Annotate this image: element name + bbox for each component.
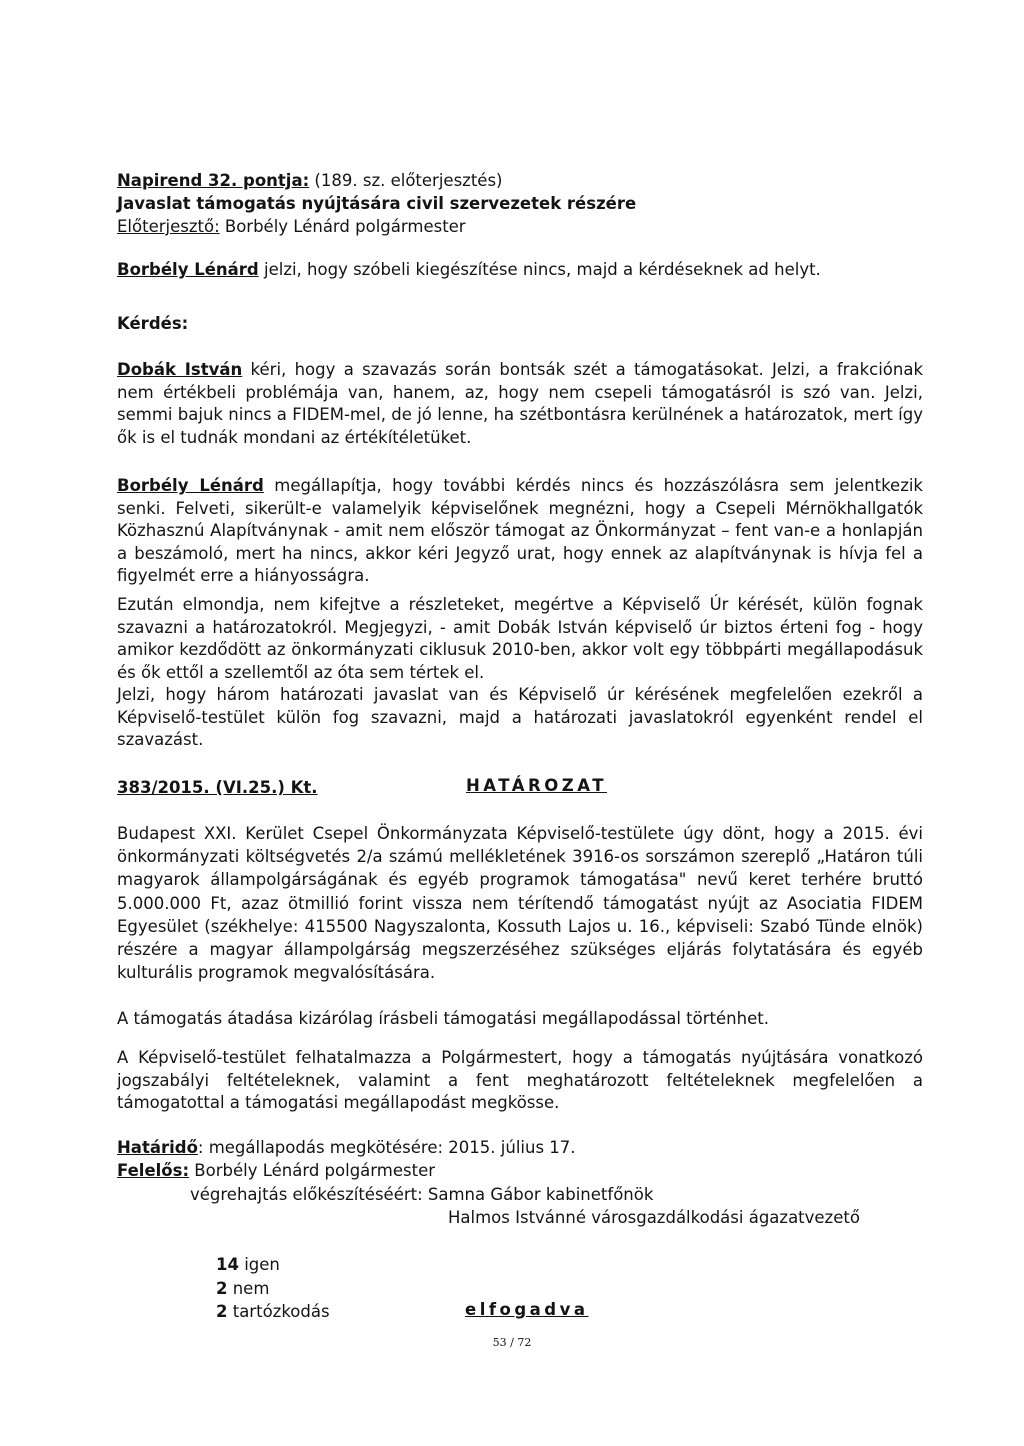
resolution-number: 383/2015. (VI.25.) Kt. (117, 778, 318, 797)
reply-text-1: megállapítja, hogy további kérdés nincs és hozzászólásra sem jelentkezik senki. Felveti, sikerült-e valamelyik képviselőnek megnézni, hogy a Csepeli Mérnökhallgatók Közhasznú Alapítványnak - amit nem először támogat az Önkormányzat – fent van-e a honlapján a beszámoló, mert ha nincs, akkor kéri Jegyző urat, hogy ennek az alapítványnak is hívja fel a figyelmét erre a hiányosságra. (117, 476, 923, 586)
responsible-text: Borbély Lénárd polgármester (189, 1161, 436, 1180)
agenda-line (117, 170, 502, 192)
vote-yes (216, 1254, 280, 1276)
vote-result: elfogadva (465, 1300, 589, 1319)
question-paragraph (117, 359, 923, 449)
deadline-line (117, 1137, 576, 1159)
vote-no (216, 1278, 269, 1300)
responsible-preparation: végrehajtás előkészítéséért: Samna Gábor kabinetfőnök (190, 1185, 654, 1204)
presenter-name: Borbély Lénárd polgármester (219, 217, 466, 236)
intro-paragraph (117, 259, 821, 281)
vote-yes-count: 14 (216, 1255, 239, 1274)
vote-yes-label: igen (238, 1255, 280, 1274)
reply-paragraph-1 (117, 475, 923, 588)
resolution-paragraph-1b: A támogatás átadása kizárólag írásbeli támogatási megállapodással történhet. (117, 1009, 769, 1028)
intro-text: jelzi, hogy szóbeli kiegészítése nincs, majd a kérdéseknek ad helyt. (258, 260, 821, 279)
deadline-text: : megállapodás megkötésére: 2015. július 17. (197, 1138, 576, 1157)
vote-abstain-count: 2 (216, 1302, 228, 1321)
responsible-sector-head: Halmos Istvánné városgazdálkodási ágazatvezető (448, 1208, 860, 1227)
document-title: Javaslat támogatás nyújtására civil szervezetek részére (117, 194, 637, 213)
vote-abstain (216, 1301, 330, 1323)
presenter-line (117, 216, 466, 238)
questions-heading: Kérdés: (117, 314, 189, 333)
presenter-label: Előterjesztő: (117, 217, 220, 236)
question-text: kéri, hogy a szavazás során bontsák szét a támogatásokat. Jelzi, a frakciónak nem értékbeli problémája van, hanem, az, hogy nem csepeli támogatásról is szó van. Jelzi, semmi bajuk nincs a FIDEM-mel, de jó lenne, ha szétbontásra kerülnének a határozatok, mert így ők is el tudnák mondani az értékítéletüket. (117, 360, 923, 447)
question-speaker: Dobák István (117, 360, 243, 379)
reply-paragraph-2: Ezután elmondja, nem kifejtve a részleteket, megértve a Képviselő Úr kérését, külön fognak szavazni a határozatokról. Megjegyzi, - amit Dobák István képviselő úr biztos érteni fog - hogy amikor kezdődött az önkormányzati ciklusuk 2010-ben, akkor volt egy többpárti megállapodásuk és ők ettől a szellemtől az óta sem tértek el. (117, 595, 923, 682)
vote-abstain-label: tartózkodás (227, 1302, 330, 1321)
resolution-paragraph-2: A Képviselő-testület felhatalmazza a Polgármestert, hogy a támogatás nyújtására vonatkozó jogszabályi feltételeknek, valamint a fent meghatározott feltételeknek megfelelően a támogatottal a támogatási megállapodást megkösse. (117, 1048, 923, 1113)
intro-speaker: Borbély Lénárd (117, 260, 259, 279)
vote-no-count: 2 (216, 1279, 228, 1298)
deadline-label: Határidő (117, 1138, 198, 1157)
resolution-heading: HATÁROZAT (466, 776, 607, 795)
agenda-reference: (189. sz. előterjesztés) (309, 171, 503, 190)
responsible-line (117, 1160, 435, 1182)
reply-speaker: Borbély Lénárd (117, 476, 264, 495)
responsible-label: Felelős: (117, 1161, 190, 1180)
resolution-paragraph-1: Budapest XXI. Kerület Csepel Önkormányzata Képviselő-testülete úgy dönt, hogy a 2015. évi önkormányzati költségvetés 2/a számú mellékletének 3916-os sorszámon szereplő „Határon túli magyarok állampolgárságának és egyéb programok támogatása" nevű keret terhére bruttó 5.000.000 Ft, azaz ötmillió forint vissza nem térítendő támogatást nyújt az Asociatia FIDEM Egyesület (székhelye: 415500 Nagyszalonta, Kossuth Lajos u. 16., képviseli: Szabó Tünde elnök) részére a magyar állampolgárság megszerzéséhez szükséges eljárás folytatására és egyéb kulturális programok megvalósítására. (117, 824, 923, 983)
page-number: 53 / 72 (492, 1336, 532, 1349)
reply-paragraph-3: Jelzi, hogy három határozati javaslat van és Képviselő úr kérésének megfelelően ezekről a Képviselő-testület külön fog szavazni, majd a határozati javaslatokról egyenként rendel el szavazást. (117, 685, 923, 750)
agenda-label: Napirend 32. pontja: (117, 171, 310, 190)
vote-no-label: nem (227, 1279, 270, 1298)
